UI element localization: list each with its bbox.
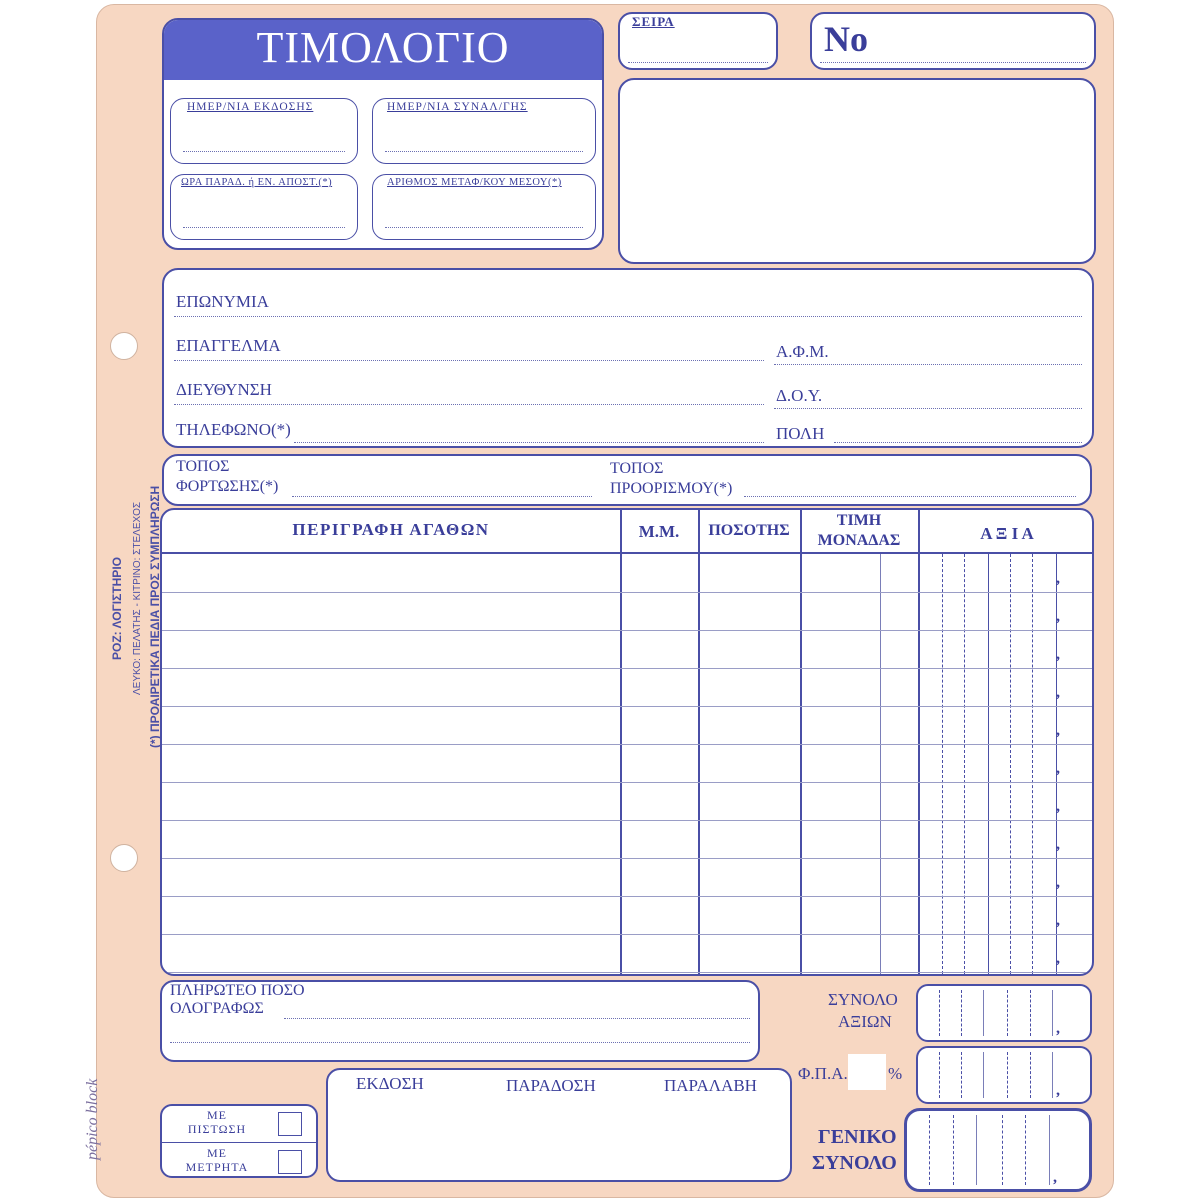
total-sub-column — [1030, 990, 1031, 1036]
col-divider-1 — [620, 510, 622, 974]
table-row-rule — [162, 592, 1092, 593]
total-sub-column — [953, 1115, 954, 1185]
decimal-comma: , — [1056, 836, 1060, 853]
total-sub-column — [961, 990, 962, 1036]
city-line[interactable] — [834, 442, 1082, 443]
destination-label-1: ΤΟΠΟΣ — [610, 460, 664, 477]
table-row-rule — [162, 706, 1092, 707]
amount-words-label-2: ΟΛΟΓΡΑΦΩΣ — [170, 1000, 264, 1017]
city-label: ΠΟΛΗ — [776, 424, 825, 443]
subtotal-label-2: ΑΞΙΩΝ — [838, 1012, 892, 1031]
credit-checkbox[interactable] — [278, 1112, 302, 1136]
vat-rate-input[interactable] — [848, 1054, 886, 1090]
profession-line[interactable] — [174, 360, 764, 361]
issuer-info-box[interactable] — [618, 78, 1096, 264]
issue-date-field[interactable] — [170, 98, 358, 164]
payment-divider — [162, 1142, 316, 1143]
customer-block — [162, 268, 1094, 448]
total-sub-column — [1025, 1115, 1026, 1185]
delivery-time-line — [183, 227, 345, 228]
credit-label-2: ΠΙΣΤΩΣΗ — [187, 1122, 247, 1136]
amount-in-words-box[interactable] — [160, 980, 760, 1062]
total-sub-column — [1007, 1052, 1008, 1098]
value-sub-5 — [1032, 554, 1033, 974]
amount-words-label-1: ΠΛΗΡΩΤΕΟ ΠΟΣΟ — [170, 982, 305, 999]
decimal-comma: , — [1056, 798, 1060, 815]
total-sub-column — [1030, 1052, 1031, 1098]
number-field[interactable] — [810, 12, 1096, 70]
series-label: ΣΕΙΡΑ — [632, 14, 675, 29]
total-sub-column — [976, 1115, 977, 1185]
transaction-date-line — [385, 151, 583, 152]
col-divider-3 — [800, 510, 802, 974]
table-row-rule — [162, 668, 1092, 669]
title-band — [164, 20, 602, 80]
loading-place-label-2: ΦΟΡΤΩΣΗΣ(*) — [176, 478, 279, 495]
total-sub-column — [939, 990, 940, 1036]
decimal-comma: , — [1056, 1082, 1060, 1099]
payment-method-box — [160, 1104, 318, 1178]
items-table — [160, 508, 1094, 976]
decimal-comma: , — [1056, 950, 1060, 967]
decimal-comma: , — [1056, 760, 1060, 777]
subtotal-amount-box[interactable] — [916, 984, 1092, 1042]
issue-date-label: ΗΜΕΡ/ΝΙΑ ΕΚΔΟΣΗΣ — [187, 101, 314, 113]
decimal-comma: , — [1056, 874, 1060, 891]
cash-label-1: ΜΕ — [207, 1146, 227, 1160]
transaction-date-label: ΗΜΕΡ/ΝΙΑ ΣΥΝΑΛ/ΓΗΣ — [387, 101, 528, 113]
signature-receipt-label: ΠΑΡΑΛΑΒΗ — [664, 1076, 757, 1095]
name-line[interactable] — [174, 316, 1082, 317]
doy-line[interactable] — [774, 408, 1082, 409]
loading-place-label-1: ΤΟΠΟΣ — [176, 458, 230, 475]
number-label: No — [824, 19, 868, 59]
signatures-box — [326, 1068, 792, 1182]
table-row-rule — [162, 820, 1092, 821]
table-row-rule — [162, 782, 1092, 783]
decimal-comma: , — [1056, 608, 1060, 625]
cash-checkbox[interactable] — [278, 1150, 302, 1174]
destination-line[interactable] — [744, 496, 1076, 497]
table-row-rule — [162, 858, 1092, 859]
side-note-line-1: ΡΟΖ: ΛΟΓΙΣΤΗΡΙΟ — [110, 557, 124, 660]
brand-logo: pépico block — [84, 1078, 101, 1160]
vat-label: Φ.Π.Α. — [798, 1064, 848, 1083]
total-sub-column — [1002, 1115, 1003, 1185]
signature-delivery-label: ΠΑΡΑΔΟΣΗ — [506, 1076, 596, 1095]
series-line — [628, 62, 768, 63]
credit-label-1: ΜΕ — [207, 1108, 227, 1122]
col-header-description: ΠΕΡΙΓΡΑΦΗ ΑΓΑΘΩΝ — [292, 520, 490, 539]
loading-place-line[interactable] — [292, 496, 592, 497]
phone-label: ΤΗΛΕΦΩΝΟ(*) — [176, 420, 291, 439]
side-note-line-3: (*) ΠΡΟΑΙΡΕΤΙΚΑ ΠΕΔΙΑ ΠΡΟΣ ΣΥΜΠΛΗΡΩΣΗ — [148, 485, 162, 748]
title-block — [162, 18, 604, 250]
decimal-comma: , — [1056, 1020, 1060, 1037]
table-row-rule — [162, 896, 1092, 897]
decimal-comma: , — [1056, 570, 1060, 587]
value-sub-4 — [1010, 554, 1011, 974]
decimal-comma: , — [1056, 684, 1060, 701]
amount-words-line-2 — [170, 1042, 750, 1043]
col-header-price-1: ΤΙΜΗ — [836, 512, 882, 529]
col-header-quantity: ΠΟΣΟΤΗΣ — [708, 522, 790, 539]
vehicle-number-line — [385, 227, 583, 228]
cash-label-2: ΜΕΤΡΗΤΑ — [185, 1160, 249, 1174]
profession-label: ΕΠΑΓΓΕΛΜΑ — [176, 336, 281, 355]
name-label: ΕΠΩΝΥΜΙΑ — [176, 292, 269, 311]
number-line — [820, 62, 1086, 63]
address-label: ΔΙΕΥΘΥΝΣΗ — [176, 380, 272, 399]
amount-words-line-1 — [284, 1018, 750, 1019]
value-sub-2 — [964, 554, 965, 974]
doy-label: Δ.Ο.Υ. — [776, 386, 823, 405]
shipping-block — [162, 454, 1092, 506]
grand-total-label-1: ΓΕΝΙΚΟ — [818, 1126, 897, 1148]
table-row-rule — [162, 630, 1092, 631]
series-field[interactable] — [618, 12, 778, 70]
afm-label: Α.Φ.Μ. — [776, 342, 829, 361]
value-sub-3 — [988, 554, 989, 974]
signature-issue-label: ΕΚΔΟΣΗ — [356, 1074, 424, 1093]
destination-label-2: ΠΡΟΟΡΙΣΜΟΥ(*) — [610, 480, 733, 497]
decimal-comma: , — [1056, 646, 1060, 663]
subtotal-label-1: ΣΥΝΟΛΟ — [828, 990, 898, 1009]
decimal-comma: , — [1056, 722, 1060, 739]
grand-total-label-2: ΣΥΝΟΛΟ — [812, 1152, 897, 1174]
document-title: ΤΙΜΟΛΟΓΙΟ — [256, 23, 510, 72]
col-header-value: Α Ξ Ι Α — [980, 524, 1034, 543]
total-sub-column — [939, 1052, 940, 1098]
total-sub-column — [1052, 990, 1053, 1036]
price-sub-divider — [880, 554, 881, 974]
address-line[interactable] — [174, 404, 764, 405]
decimal-comma: , — [1053, 1169, 1057, 1186]
side-note — [110, 455, 170, 755]
col-divider-2 — [698, 510, 700, 974]
transaction-date-field[interactable] — [372, 98, 596, 164]
afm-line[interactable] — [774, 364, 1082, 365]
delivery-time-label: ΩΡΑ ΠΑΡΑΔ. ή ΕΝ. ΑΠΟΣΤ.(*) — [181, 177, 333, 188]
total-sub-column — [1052, 1052, 1053, 1098]
total-sub-column — [1049, 1115, 1050, 1185]
side-note-line-2: ΛΕΥΚΟ: ΠΕΛΑΤΗΣ - ΚΙΤΡΙΝΟ: ΣΤΕΛΕΧΟΣ — [132, 501, 143, 695]
total-sub-column — [983, 1052, 984, 1098]
total-sub-column — [1007, 990, 1008, 1036]
table-row-rule — [162, 744, 1092, 745]
total-sub-column — [983, 990, 984, 1036]
grand-total-box[interactable] — [904, 1108, 1092, 1192]
value-sub-1 — [942, 554, 943, 974]
phone-line[interactable] — [294, 442, 764, 443]
col-divider-4 — [918, 510, 920, 974]
issue-date-line — [183, 151, 345, 152]
vehicle-number-label: ΑΡΙΘΜΟΣ ΜΕΤΑΦ/ΚΟΥ ΜΕΣΟΥ(*) — [387, 177, 562, 188]
vat-amount-box[interactable] — [916, 1046, 1092, 1104]
punch-hole-bottom — [110, 844, 138, 872]
delivery-time-field[interactable] — [170, 174, 358, 240]
punch-hole-top — [110, 332, 138, 360]
table-header-divider — [162, 552, 1092, 554]
total-sub-column — [961, 1052, 962, 1098]
vehicle-number-field[interactable] — [372, 174, 596, 240]
vat-percent-sign: % — [888, 1064, 903, 1083]
decimal-comma: , — [1056, 912, 1060, 929]
total-sub-column — [929, 1115, 930, 1185]
col-header-price-2: ΜΟΝΑΔΑΣ — [817, 532, 901, 549]
col-header-unit: Μ.Μ. — [638, 522, 680, 541]
table-row-rule — [162, 972, 1092, 973]
table-row-rule — [162, 934, 1092, 935]
